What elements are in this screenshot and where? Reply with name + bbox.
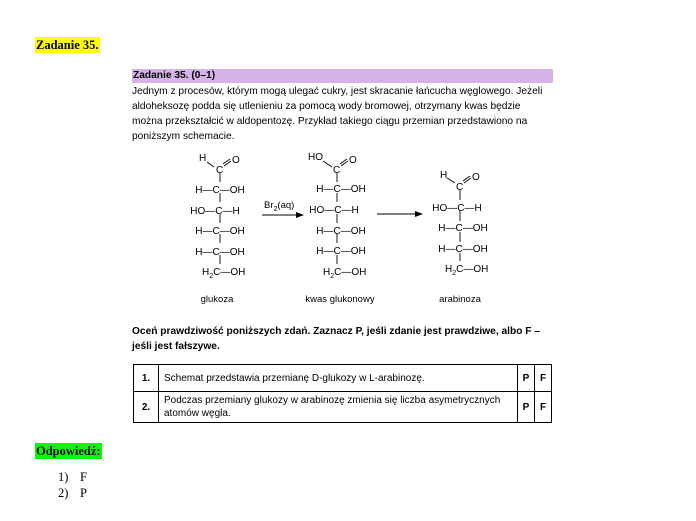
arabinose-row: HO—C—H	[432, 203, 482, 214]
gluconic-row: HO—C—H	[309, 205, 359, 216]
gluconic-o: O	[349, 155, 357, 166]
arabinose-h: H	[440, 170, 448, 181]
question-line: Oceń prawdziwość poniższych zdań. Zaznacz P, jeśli zdanie jest prawdziwe, albo F –	[132, 326, 540, 337]
answer-item	[58, 485, 87, 501]
statement-row	[134, 392, 552, 423]
task-intro	[132, 84, 553, 144]
arabinose-name: arabinoza	[439, 294, 481, 305]
option-f[interactable]: F	[535, 392, 552, 423]
question-line: jeśli jest fałszywe.	[132, 341, 220, 352]
gluconic-c1: C	[333, 165, 341, 176]
statement-number: 1.	[134, 365, 159, 392]
reaction-scheme-svg	[180, 145, 520, 310]
task-card-header: Zadanie 35. (0–1)	[132, 69, 553, 83]
task-card	[132, 69, 553, 144]
true-false-table	[133, 364, 552, 423]
gluconic-row: H—C—OH	[316, 246, 366, 257]
gluconic-name: kwas glukonowy	[305, 294, 375, 305]
question-instruction	[132, 324, 553, 354]
glucose-c1: C	[216, 165, 224, 176]
answer-title: Odpowiedź:	[36, 444, 101, 458]
answer-number: 1)	[58, 470, 69, 484]
answer-value: P	[80, 486, 87, 500]
answer-list	[58, 469, 87, 501]
glucose-row: H—C—OH	[195, 185, 245, 196]
glucose-name: glukoza	[200, 294, 234, 305]
option-f[interactable]: F	[535, 365, 552, 392]
arabinose-row: H—C—OH	[438, 223, 488, 234]
statement-number: 2.	[134, 392, 159, 423]
glucose-bottom: $H_2C—OH$	[202, 267, 246, 280]
reagent-label: $Br_2(aq)$	[264, 200, 295, 213]
glucose-row: H—C—OH	[195, 226, 245, 237]
arabinose-c1: C	[456, 182, 464, 193]
task-title: Zadanie 35.	[36, 38, 99, 52]
gluconic-row: H—C—OH	[316, 184, 366, 195]
reaction-scheme	[180, 145, 520, 310]
statement-text: Podczas przemiany glukozy w arabinozę zmienia się liczba asymetrycznych atomów węgla.	[159, 392, 518, 423]
statement-text: Schemat przedstawia przemianę D-glukozy w L-arabinozę.	[159, 365, 518, 392]
arabinose-bottom: $H_2C—OH$	[445, 264, 489, 277]
option-p[interactable]: P	[518, 392, 535, 423]
answer-value: F	[80, 470, 87, 484]
glucose-row: HO—C—H	[190, 206, 240, 217]
arabinose-row: H—C—OH	[438, 244, 488, 255]
gluconic-bottom: $H_2C—OH$	[323, 267, 367, 280]
intro-line: aldoheksozę podda się utlenieniu za pomocą wody bromowej, otrzymany kwas będzie	[132, 101, 521, 112]
arabinose-o: O	[472, 172, 480, 183]
gluconic-row: H—C—OH	[316, 226, 366, 237]
option-p[interactable]: P	[518, 365, 535, 392]
answer-number: 2)	[58, 486, 69, 500]
intro-line: można przekształcić w aldopentozę. Przykład takiego ciągu przemian przedstawiono na	[132, 116, 528, 127]
statement-row	[134, 365, 552, 392]
intro-line: Jednym z procesów, którym mogą ulegać cukry, jest skracanie łańcucha węglowego. Jeżeli	[132, 86, 543, 97]
intro-line: poniższym schemacie.	[132, 131, 235, 142]
answer-item	[58, 469, 87, 485]
glucose-o: O	[232, 155, 240, 166]
glucose-row: H—C—OH	[195, 247, 245, 258]
gluconic-ho: HO	[308, 152, 323, 163]
glucose-h: H	[199, 153, 207, 164]
